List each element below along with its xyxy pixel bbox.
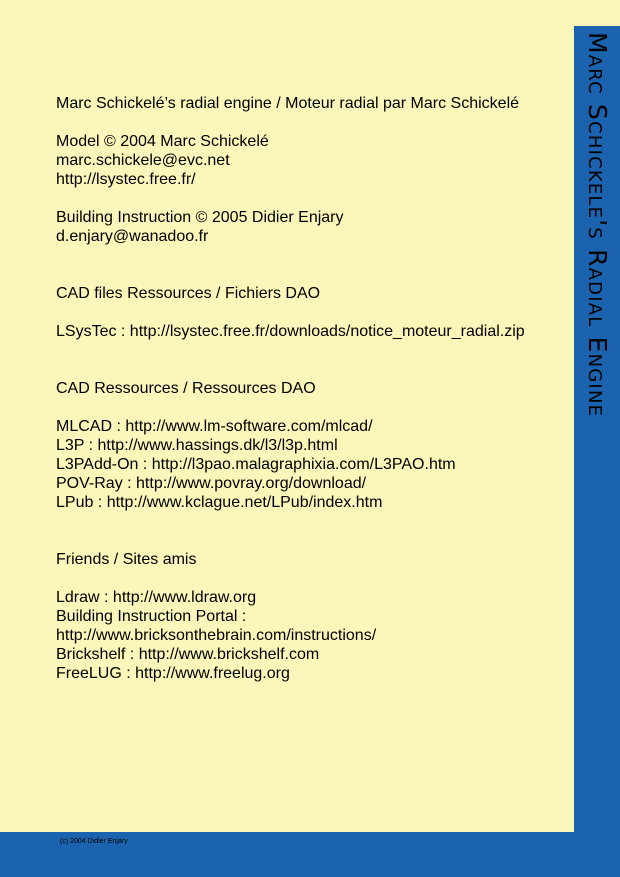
friends-heading: Friends / Sites amis (56, 551, 197, 568)
friend-label: Building Instruction Portal : (56, 608, 247, 625)
cad-resources-heading: CAD Ressources / Ressources DAO (56, 380, 316, 397)
friend-link[interactable]: Ldraw : http://www.ldraw.org (56, 589, 257, 606)
friend-link[interactable]: FreeLUG : http://www.freelug.org (56, 665, 290, 682)
cad-resource-link[interactable]: LPub : http://www.kclague.net/LPub/index.htm (56, 494, 383, 511)
friend-link[interactable]: Brickshelf : http://www.brickshelf.com (56, 646, 320, 663)
model-email[interactable]: marc.schickele@evc.net (56, 152, 230, 169)
cad-resource-link[interactable]: L3P : http://www.hassings.dk/l3/l3p.html (56, 437, 338, 454)
cad-files-link[interactable]: LSysTec : http://lsystec.free.fr/downloads/notice_moteur_radial.zip (56, 323, 525, 340)
instruction-copyright: Building Instruction © 2005 Didier Enjary (56, 209, 344, 226)
instruction-email[interactable]: d.enjary@wanadoo.fr (56, 228, 209, 245)
model-copyright: Model © 2004 Marc Schickelé (56, 133, 269, 150)
intro-heading: Marc Schickelé’s radial engine / Moteur radial par Marc Schickelé (56, 95, 520, 112)
friend-link[interactable]: http://www.bricksonthebrain.com/instructions/ (56, 627, 377, 644)
cad-files-heading: CAD files Ressources / Fichiers DAO (56, 285, 321, 302)
cad-resource-link[interactable]: MLCAD : http://www.lm-software.com/mlcad/ (56, 418, 373, 435)
side-title: Marc Schickele's Radial Engine (583, 32, 612, 418)
model-url[interactable]: http://lsystec.free.fr/ (56, 171, 196, 188)
cad-resource-link[interactable]: POV-Ray : http://www.povray.org/download/ (56, 475, 367, 492)
content (56, 94, 571, 683)
cad-resource-link[interactable]: L3PAdd-On : http://l3pao.malagraphixia.com/L3PAO.htm (56, 456, 456, 473)
footer-copyright: (c) 2004 Didier Enjary (60, 838, 128, 845)
